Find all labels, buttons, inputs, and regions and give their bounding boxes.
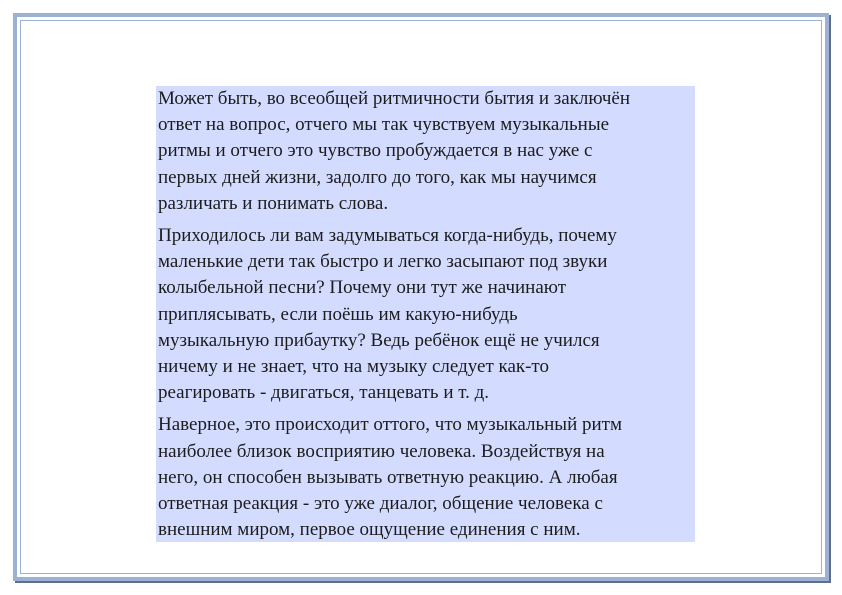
text-line: внешним миром, первое ощущение единения с ним. — [158, 519, 581, 541]
text-line: маленькие дети так быстро и легко засыпают под звуки — [158, 251, 608, 273]
text-line: первых дней жизни, задолго до того, как мы научимся — [158, 166, 597, 188]
text-line: ответная реакция - это уже диалог, общение человека с — [158, 493, 603, 515]
text-block — [156, 86, 695, 542]
text-line: ответ на вопрос, отчего мы так чувствуем музыкальные — [158, 114, 610, 136]
text-line: Приходилось ли вам задумываться когда-нибудь, почему — [158, 225, 617, 247]
text-line: различать и понимать слова. — [158, 192, 389, 214]
text-line: наиболее близок восприятию человека. Воздействуя на — [158, 440, 605, 462]
text-line: него, он способен вызывать ответную реакцию. А любая — [158, 466, 618, 488]
text-line: ритмы и отчего это чувство пробуждается в нас уже с — [158, 140, 593, 162]
paragraph-2 — [158, 223, 693, 406]
text-line: колыбельной песни? Почему они тут же начинают — [158, 277, 567, 299]
text-line: приплясывать, если поёшь им какую-нибудь — [158, 303, 518, 325]
paragraph-3 — [158, 412, 693, 543]
text-line: Может быть, во всеобщей ритмичности бытия и заключён — [158, 88, 631, 109]
text-line: Наверное, это происходит оттого, что музыкальный ритм — [158, 414, 622, 436]
paragraph-1 — [158, 86, 693, 217]
text-line: ничему и не знает, что на музыку следует как-то — [158, 356, 549, 378]
text-line: музыкальную прибаутку? Ведь ребёнок ещё не учился — [158, 329, 600, 351]
text-line: реагировать - двигаться, танцевать и т. д. — [158, 382, 490, 404]
